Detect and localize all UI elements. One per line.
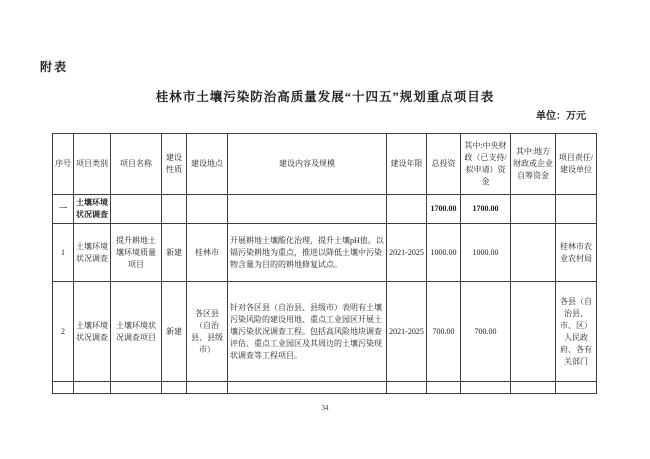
cell-name [111, 382, 162, 394]
cell-nature: 新建 [162, 224, 187, 282]
cell-content: 开展耕地土壤酸化治理，提升土壤pH值。以镉污染耕地为重点，推进以降低土壤中污染物含量为目的的耕地修复试点。 [228, 224, 387, 282]
cell-total: 700.00 [427, 282, 461, 382]
cell-name: 土壤环境状况调查项目 [111, 282, 162, 382]
table-row-2 [53, 282, 597, 382]
table-row-1 [53, 224, 597, 282]
cell-responsible-unit: 各县（自治县、市、区）人民政府、各有关部门 [556, 282, 597, 382]
header-total: 总投资 [427, 134, 461, 195]
cell-content: 针对各区县（自治县、县级市）表明有土壤污染风险的建设用地、重点工业园区开展土壤污染状况调查工程。包括高风险地块调查评估、重点工业园区及其周边的土壤污染现状调查等工程项目。 [228, 282, 387, 382]
header-local-funds: 其中:地方财政或企业自筹资金 [511, 134, 556, 195]
cell-central-funds: 1700.00 [461, 195, 511, 224]
cell-central-funds: 700.00 [461, 282, 511, 382]
header-responsible-unit: 项目责任/建设单位 [556, 134, 597, 195]
cell-local-funds [511, 224, 556, 282]
header-no: 序号 [53, 134, 74, 195]
cell-no: 一 [53, 195, 74, 224]
cell-years [387, 382, 427, 394]
cell-content [228, 382, 387, 394]
table-header-row [53, 134, 597, 195]
table-row-section [53, 195, 597, 224]
header-name: 项目名称 [111, 134, 162, 195]
header-central-funds: 其中:中央财政（已支持/拟申请）资金 [461, 134, 511, 195]
header-years: 建设年限 [387, 134, 427, 195]
cell-responsible-unit [556, 382, 597, 394]
page-title: 桂林市土壤污染防治高质量发展“十四五”规划重点项目表 [155, 90, 495, 104]
cell-responsible-unit [556, 195, 597, 224]
cell-content [228, 195, 387, 224]
cell-years: 2021-2025 [387, 282, 427, 382]
projects-table-wrapper [52, 133, 597, 394]
cell-location: 桂林市 [187, 224, 228, 282]
header-nature: 建设性质 [162, 134, 187, 195]
cell-central-funds [461, 382, 511, 394]
header-category: 项目类别 [74, 134, 111, 195]
cell-nature [162, 195, 187, 224]
cell-total: 1000.00 [427, 224, 461, 282]
cell-years [387, 195, 427, 224]
cell-total [427, 382, 461, 394]
cell-nature [162, 382, 187, 394]
cell-local-funds [511, 382, 556, 394]
cell-category [74, 382, 111, 394]
cell-local-funds [511, 282, 556, 382]
cell-location: 各区县（自治县、县级市） [187, 282, 228, 382]
cell-total: 1700.00 [427, 195, 461, 224]
cell-local-funds [511, 195, 556, 224]
cell-nature: 新建 [162, 282, 187, 382]
cell-name [111, 195, 162, 224]
cell-category: 土壤环境状况调查 [74, 195, 111, 224]
cell-no: 1 [53, 224, 74, 282]
cell-location [187, 382, 228, 394]
header-location: 建设地点 [187, 134, 228, 195]
cell-years: 2021-2025 [387, 224, 427, 282]
cell-category: 土壤环境状况调查 [74, 224, 111, 282]
projects-table [52, 133, 597, 394]
cell-no [53, 382, 74, 394]
cell-location [187, 195, 228, 224]
cell-central-funds: 1000.00 [461, 224, 511, 282]
table-row-empty [53, 382, 597, 394]
header-content: 建设内容及规模 [228, 134, 387, 195]
page-number: 34 [321, 404, 329, 412]
cell-no: 2 [53, 282, 74, 382]
cell-category: 土壤环境状况调查 [74, 282, 111, 382]
appendix-label: 附表 [40, 60, 69, 74]
unit-label: 单位：万元 [536, 111, 586, 122]
cell-responsible-unit: 桂林市农业农村局 [556, 224, 597, 282]
cell-name: 提升耕地土壤环境质量项目 [111, 224, 162, 282]
